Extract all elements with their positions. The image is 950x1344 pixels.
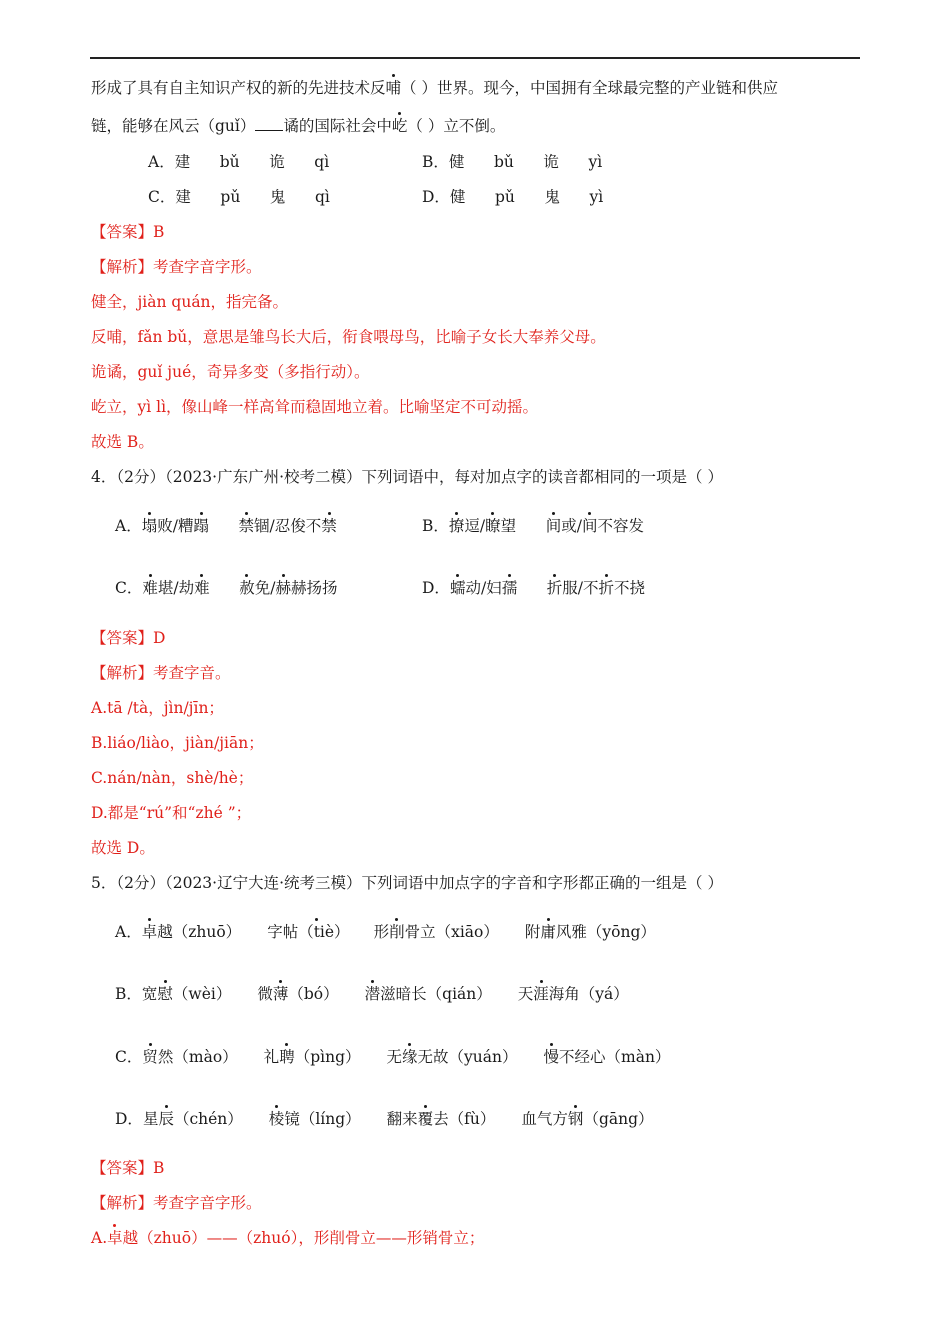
q3-option-d: D．健 pǔ 鬼 yì <box>422 188 604 206</box>
q4-conclusion: 故选 D。 <box>91 839 155 857</box>
q4-stem: 4．（2分）（2023·广东广州·校考二模）下列词语中，每对加点字的读音都相同的一项是（ ） <box>91 468 723 486</box>
q3-option-a: A．建 bǔ 诡 qì <box>148 153 330 171</box>
q3-analysis: 【解析】考查字音字形。 <box>91 258 262 276</box>
q4-explanation-1: A.tā /tà，jìn/jīn； <box>91 699 224 717</box>
header-rule <box>90 57 860 59</box>
q4-explanation-3: C.nán/nàn，shè/hè； <box>91 769 254 787</box>
q3-answer: 【答案】B <box>91 223 165 241</box>
q3-explanation-1: 健全，jiàn quán，指完备。 <box>91 293 289 311</box>
q5-option-c: C．贸然（mào） 礼聘（pìng） 无缘无故（yuán） 慢不经心（màn） <box>115 1048 671 1066</box>
q3-explanation-2: 反哺，fǎn bǔ，意思是雏鸟长大后，衔食喂母鸟，比喻子女长大奉养父母。 <box>91 328 606 346</box>
q5-answer: 【答案】B <box>91 1159 165 1177</box>
q5-explanation-1: A.卓越（zhuō）——（zhuó），形削骨立——形销骨立； <box>91 1229 485 1247</box>
q4-analysis: 【解析】考查字音。 <box>91 664 231 682</box>
q4-answer: 【答案】D <box>91 629 166 647</box>
q4-option-b: B．撩逗/瞭望 间或/间不容发 <box>422 517 644 535</box>
q3-conclusion: 故选 B。 <box>91 433 154 451</box>
dotted-char: 屹 <box>391 117 408 135</box>
dotted-char: 哺 <box>385 79 402 97</box>
q4-option-a: A．塌败/糟蹋 禁锢/忍俊不禁 <box>115 517 337 535</box>
q3-line-2: 链，能够在风云（guǐ） 谲的国际社会中屹（ ）立不倒。 <box>91 117 506 135</box>
q4-explanation-2: B.liáo/liào，jiàn/jiān； <box>91 734 264 752</box>
q3-option-b: B．健 bǔ 诡 yì <box>422 153 603 171</box>
fill-blank <box>255 116 283 131</box>
q4-option-c: C．难堪/劫难 赦免/赫赫扬扬 <box>115 579 338 597</box>
q5-analysis: 【解析】考查字音字形。 <box>91 1194 262 1212</box>
q4-explanation-4: D.都是“rú”和“zhé ”； <box>91 804 252 822</box>
q5-option-b: B．宽慰（wèi） 微薄（bó） 潜滋暗长（qián） 天涯海角（yá） <box>115 985 629 1003</box>
q5-option-a: A．卓越（zhuō） 字帖（tiè） 形削骨立（xiāo） 附庸风雅（yōng） <box>115 923 656 941</box>
q5-stem: 5．（2分）（2023·辽宁大连·统考三模）下列词语中加点字的字音和字形都正确的一组是（ ） <box>91 874 723 892</box>
q3-explanation-3: 诡谲，guǐ jué，奇异多变（多指行动）。 <box>91 363 370 381</box>
q3-explanation-4: 屹立，yì lì，像山峰一样高耸而稳固地立着。比喻坚定不可动摇。 <box>91 398 539 416</box>
q3-line-1: 形成了具有自主知识产权的新的先进技术反哺（ ）世界。现今，中国拥有全球最完整的产业链和供应 <box>91 79 778 97</box>
q3-option-c: C．建 pǔ 鬼 qì <box>148 188 330 206</box>
q4-option-d: D．蠕动/妇孺 折服/不折不挠 <box>422 579 646 597</box>
q5-option-d: D．星辰（chén） 棱镜（líng） 翻来覆去（fù） 血气方钢（gāng） <box>115 1110 654 1128</box>
